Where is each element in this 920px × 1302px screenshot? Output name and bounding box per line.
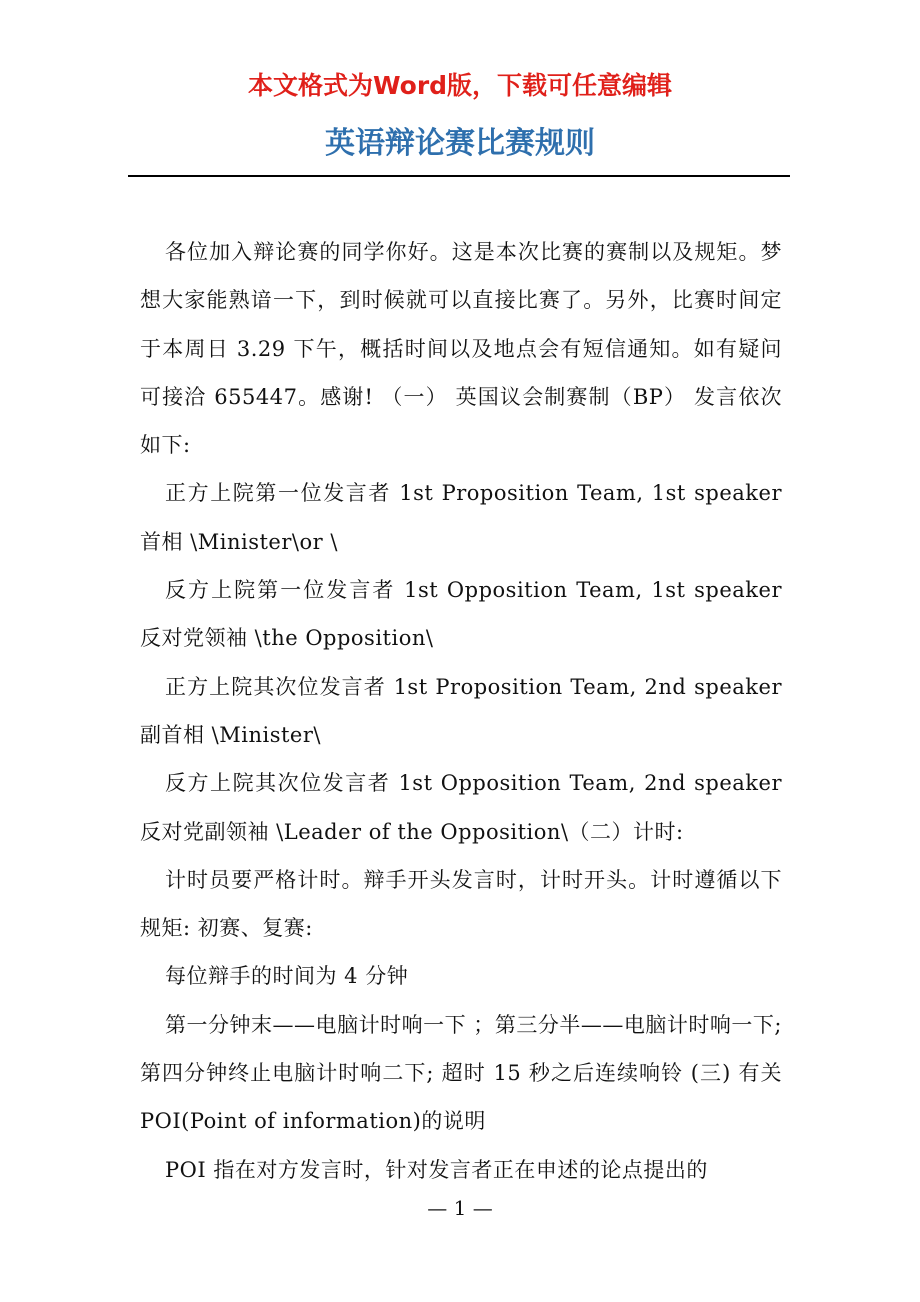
page-number: — 1 —: [427, 1196, 493, 1220]
paragraph-speaker-3: 正方上院其次位发言者 1st Proposition Team, 2nd speaker 副首相 \Minister\: [140, 674, 782, 747]
paragraph-speaker-4: 反方上院其次位发言者 1st Opposition Team, 2nd speaker 反对党副领袖 \Leader of the Opposition\（二）计时:: [140, 771, 782, 844]
title-divider: [128, 175, 790, 177]
document-body: [140, 228, 782, 1194]
format-notice-banner: 本文格式为Word版，下载可任意编辑: [247, 71, 673, 100]
paragraph-speaker-1: 正方上院第一位发言者 1st Proposition Team, 1st speaker 首相 \Minister\or \: [140, 481, 782, 554]
paragraph-poi: POI 指在对方发言时，针对发言者正在申述的论点提出的: [165, 1157, 708, 1182]
paragraph-timing: 计时员要严格计时。辩手开头发言时，计时开头。计时遵循以下规矩: 初赛、复赛:: [140, 867, 782, 941]
document-title: 英语辩论赛比赛规则: [325, 126, 595, 161]
paragraph-speaker-2: 反方上院第一位发言者 1st Opposition Team, 1st speaker 反对党领袖 \the Opposition\: [140, 578, 782, 651]
paragraph-intro: 各位加入辩论赛的同学你好。这是本次比赛的赛制以及规矩。梦想大家能熟谙一下，到时候就可以直接比赛了。另外，比赛时间定于本周日 3.29 下午，概括时间以及地点会有短信通知。如有疑问可接洽 655447。感谢! （一） 英国议会制赛制（BP） 发言依次如下:: [140, 240, 782, 458]
paragraph-bell-rules: 第一分钟末——电脑计时响一下 ；第三分半——电脑计时响一下; 第四分钟终止电脑计时响二下; 超时 15 秒之后连续响铃 (三) 有关 POI(Point of information)的说明: [140, 1012, 782, 1134]
paragraph-time-limit: 每位辩手的时间为 4 分钟: [165, 964, 409, 989]
